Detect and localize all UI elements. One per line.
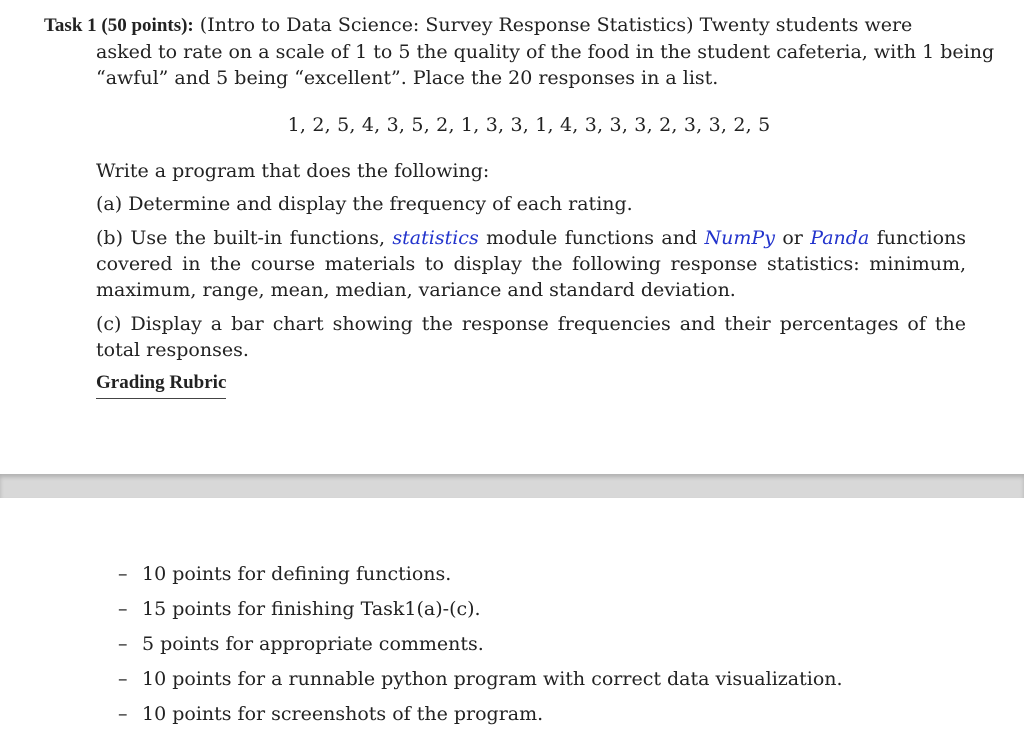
response-list: 1, 2, 5, 4, 3, 5, 2, 1, 3, 3, 1, 4, 3, 3, 3, 2, 3, 3, 2, 5 [287,114,771,136]
list-dash: – [118,633,128,655]
grading-rubric-heading: Grading Rubric [96,370,226,399]
list-dash: – [118,598,128,620]
list-item [118,701,843,736]
rubric-item-text: 10 points for screenshots of the program. [142,703,544,725]
rubric-item-text: 10 points for defining functions. [142,563,452,585]
rubric-item-text: 5 points for appropriate comments. [142,633,484,655]
list-item [118,596,843,631]
list-item [118,561,843,596]
list-item [118,631,843,666]
rubric-item-text: 15 points for finishing Task1(a)-(c). [142,598,481,620]
part-b-segment-3: or [774,227,811,249]
list-dash: – [118,703,128,725]
list-dash: – [118,668,128,690]
task-line-2: asked to rate on a scale of 1 to 5 the quality of the food in the student cafeteria, with 1 being [96,41,995,63]
instructions-intro: Write a program that does the following: [96,160,490,182]
panda-term: Panda [810,227,870,249]
task-heading: Task 1 (50 points): [44,15,194,36]
task-description [44,12,995,91]
list-dash: – [118,563,128,585]
page-break-gap [0,474,1024,498]
part-b-segment-2: module functions and [478,227,705,249]
rubric-list [118,561,843,736]
part-b-text [96,225,966,303]
list-item [118,666,843,701]
statistics-module-term: statistics [392,227,479,249]
part-c-text: (c) Display a bar chart showing the response frequencies and their percentages of the total responses. [96,313,966,361]
part-b-segment-4: functions covered in the course materials to display the following response statistics: minimum, maximum, range, mean, median, variance and standard deviation. [96,227,966,301]
rubric-item-text: 10 points for a runnable python program with correct data visualization. [142,668,843,690]
task-line-1 [44,12,968,39]
task-intro-text: (Intro to Data Science: Survey Response Statistics) Twenty students were [193,14,913,36]
numpy-term: NumPy [704,227,775,249]
task-line-3: “awful” and 5 being “excellent”. Place the 20 responses in a list. [96,67,719,89]
part-a-text: (a) Determine and display the frequency of each rating. [96,193,633,215]
part-b-segment-1: (b) Use the built-in functions, [96,227,393,249]
